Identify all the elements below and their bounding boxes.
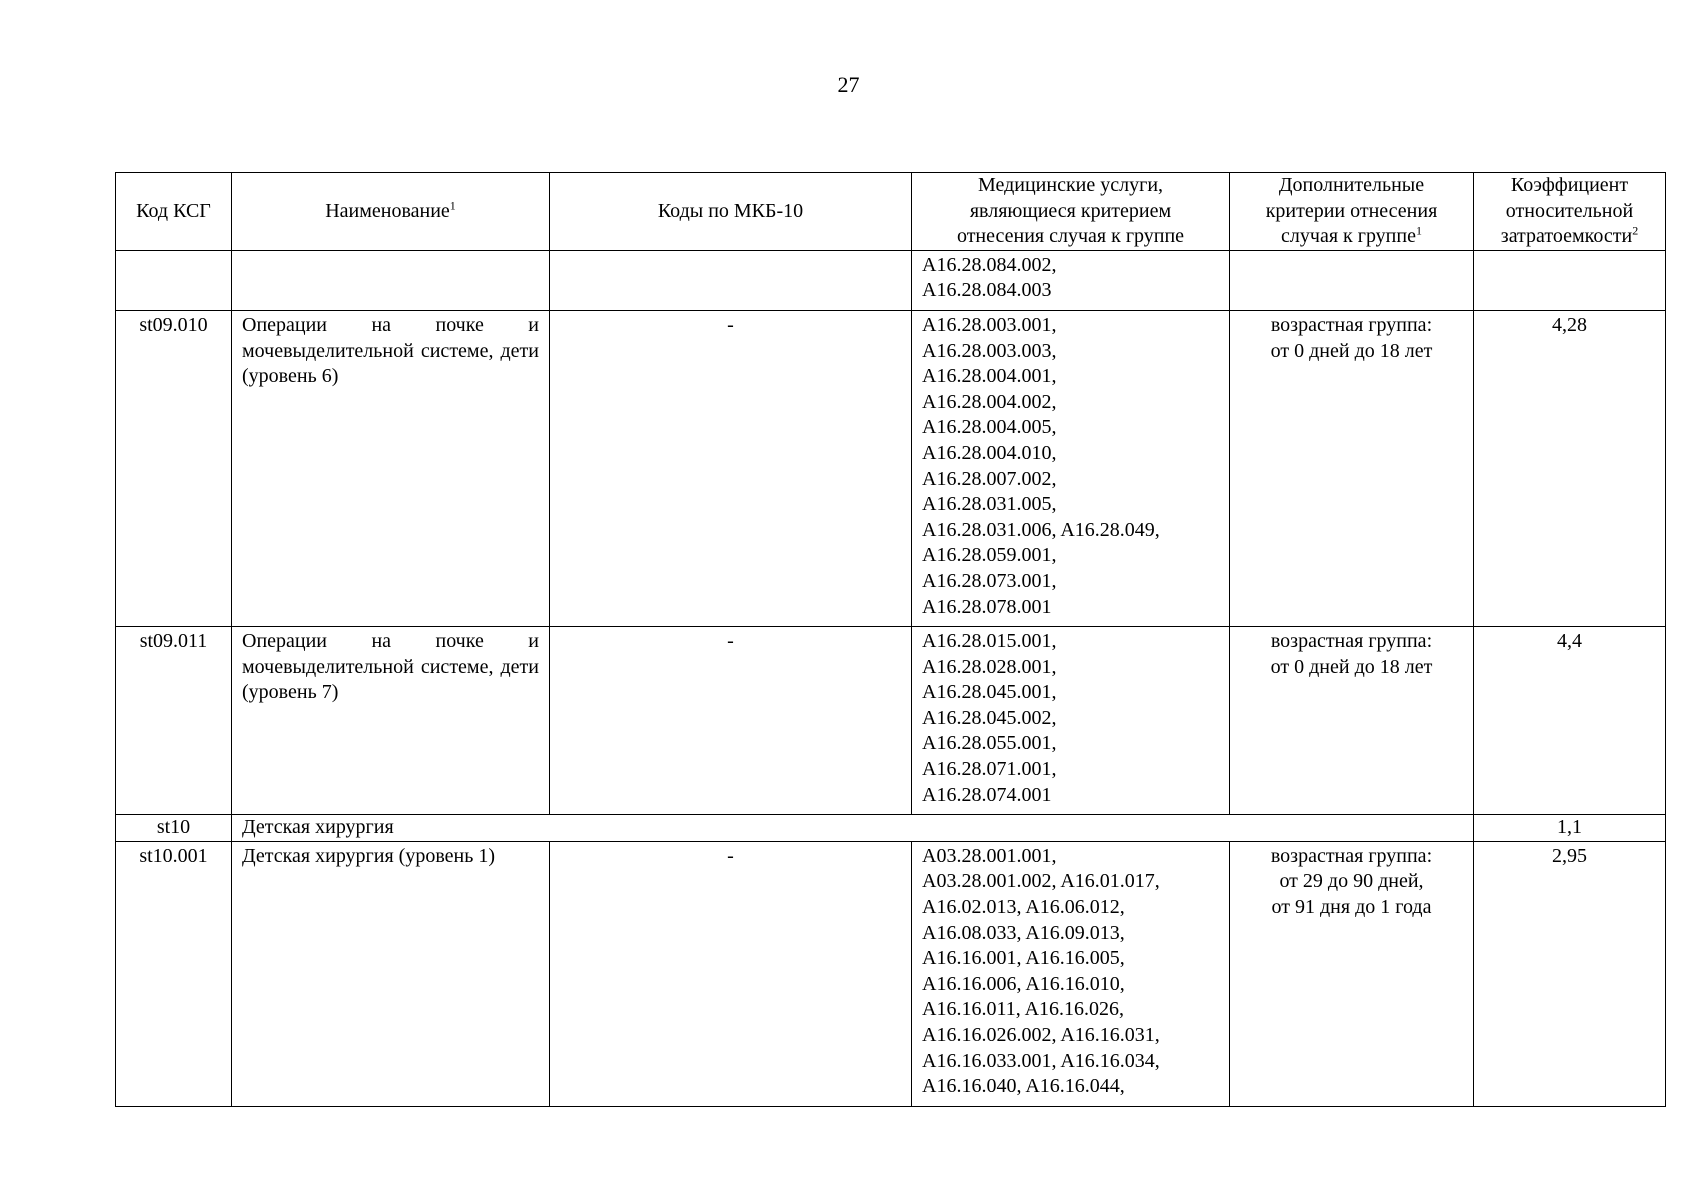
mkb-codes-cell <box>550 627 912 815</box>
ksg-name: Детская хирургия (уровень 1) <box>242 844 496 867</box>
service-code-line: A16.28.015.001, <box>922 630 1057 653</box>
services-cell <box>912 250 1230 310</box>
criteria-line: возрастная группа: <box>1270 630 1433 653</box>
service-code-line: A16.28.003.003, <box>922 339 1057 362</box>
ksg-code-cell <box>116 250 232 310</box>
coef-cell <box>1474 310 1666 626</box>
header-coef-footnote: 2 <box>1632 223 1639 238</box>
coef-cell <box>1474 627 1666 815</box>
section-name: Детская хирургия <box>242 816 394 839</box>
table-row <box>116 310 1666 626</box>
ksg-name-cell <box>232 627 550 815</box>
service-code-line: A03.28.001.002, A16.01.017, <box>922 870 1160 893</box>
service-code-line: A16.28.084.003 <box>922 279 1052 302</box>
ksg-code-cell <box>116 310 232 626</box>
ksg-name-cell <box>232 841 550 1106</box>
service-code-line: A16.16.006, A16.16.010, <box>922 972 1125 995</box>
services-cell <box>912 841 1230 1106</box>
header-name-footnote: 1 <box>449 197 456 212</box>
service-code-line: A03.28.001.001, <box>922 844 1057 867</box>
ksg-code: st09.011 <box>139 630 208 653</box>
ksg-name-cell <box>232 310 550 626</box>
table-row <box>116 841 1666 1106</box>
mkb-codes-cell <box>550 310 912 626</box>
criteria-cell <box>1230 841 1474 1106</box>
criteria-line: возрастная группа: <box>1270 313 1433 336</box>
coefficient-value: 2,95 <box>1552 844 1587 867</box>
service-code-line: A16.28.045.002, <box>922 706 1057 729</box>
header-mkb: Коды по МКБ-10 <box>550 173 912 251</box>
ksg-table <box>115 172 1666 1107</box>
services-cell <box>912 627 1230 815</box>
service-code-line: A16.28.004.010, <box>922 441 1057 464</box>
service-code-line: A16.28.073.001, <box>922 569 1057 592</box>
table-header-row <box>116 173 1666 251</box>
mkb-codes: - <box>727 313 734 336</box>
table-row <box>116 250 1666 310</box>
ksg-code: st10.001 <box>139 844 208 867</box>
page-number: 27 <box>837 72 860 97</box>
criteria-line: от 91 дня до 1 года <box>1271 896 1432 919</box>
header-criteria-footnote: 1 <box>1415 223 1422 238</box>
table-row <box>116 627 1666 815</box>
criteria-line: от 0 дней до 18 лет <box>1270 655 1433 678</box>
service-code-line: A16.28.004.002, <box>922 390 1057 413</box>
criteria-cell <box>1230 250 1474 310</box>
ksg-name-cell <box>232 250 550 310</box>
coefficient-value: 4,4 <box>1557 630 1582 653</box>
mkb-codes-cell <box>550 250 912 310</box>
service-code-line: A16.02.013, A16.06.012, <box>922 896 1125 919</box>
section-coefficient: 1,1 <box>1557 816 1582 839</box>
ksg-name: Операции на почке и мочевыделительной системе, дети (уровень 7) <box>242 630 539 704</box>
service-code-line: A16.28.004.001, <box>922 365 1057 388</box>
service-code-line: A16.28.059.001, <box>922 544 1057 567</box>
service-code-line: A16.28.078.001 <box>922 595 1052 618</box>
header-services: Медицинские услуги, являющиеся критерием отнесения случая к группе <box>912 173 1230 251</box>
service-code-line: A16.28.045.001, <box>922 681 1057 704</box>
header-coef: Коэффициент относительной затратоемкости$^2$ <box>1474 173 1666 251</box>
service-code-line: A16.28.031.006, A16.28.049, <box>922 518 1160 541</box>
mkb-codes-cell <box>550 841 912 1106</box>
section-row <box>116 815 1666 842</box>
criteria-line: возрастная группа: <box>1270 844 1433 867</box>
service-code-line: A16.28.071.001, <box>922 758 1057 781</box>
service-code-line: A16.28.031.005, <box>922 493 1057 516</box>
service-code-line: A16.28.004.005, <box>922 416 1057 439</box>
service-code-line: A16.28.084.002, <box>922 253 1057 276</box>
header-criteria: Дополнительные критерии отнесения случая к группе$^1$ <box>1230 173 1474 251</box>
service-code-line: A16.16.040, A16.16.044, <box>922 1075 1125 1098</box>
header-name: Наименование$^1$ <box>232 173 550 251</box>
criteria-cell <box>1230 310 1474 626</box>
coef-cell <box>1474 841 1666 1106</box>
service-code-line: A16.28.055.001, <box>922 732 1057 755</box>
ksg-code: st09.010 <box>139 313 208 336</box>
services-cell <box>912 310 1230 626</box>
service-code-line: A16.28.003.001, <box>922 313 1057 336</box>
mkb-codes: - <box>727 630 734 653</box>
section-code-cell <box>116 815 232 842</box>
section-name-cell <box>232 815 1474 842</box>
ksg-code-cell <box>116 841 232 1106</box>
service-code-line: A16.16.026.002, A16.16.031, <box>922 1024 1160 1046</box>
service-code-line: A16.16.001, A16.16.005, <box>922 947 1125 970</box>
criteria-cell <box>1230 627 1474 815</box>
service-code-line: A16.28.007.002, <box>922 467 1057 490</box>
section-coef-cell <box>1474 815 1666 842</box>
coef-cell <box>1474 250 1666 310</box>
section-code: st10 <box>156 816 191 839</box>
criteria-line: от 29 до 90 дней, <box>1279 870 1424 893</box>
coefficient-value: 4,28 <box>1552 313 1587 336</box>
service-code-line: A16.16.011, A16.16.026, <box>922 998 1125 1021</box>
header-code: Код КСГ <box>116 173 232 251</box>
ksg-name: Операции на почке и мочевыделительной системе, дети (уровень 6) <box>242 313 539 388</box>
service-code-line: A16.08.033, A16.09.013, <box>922 921 1125 944</box>
service-code-line: A16.28.074.001 <box>922 783 1052 806</box>
ksg-code-cell <box>116 627 232 815</box>
criteria-line: от 0 дней до 18 лет <box>1270 339 1433 362</box>
mkb-codes: - <box>727 844 734 867</box>
service-code-line: A16.16.033.001, A16.16.034, <box>922 1049 1160 1072</box>
service-code-line: A16.28.028.001, <box>922 655 1057 678</box>
